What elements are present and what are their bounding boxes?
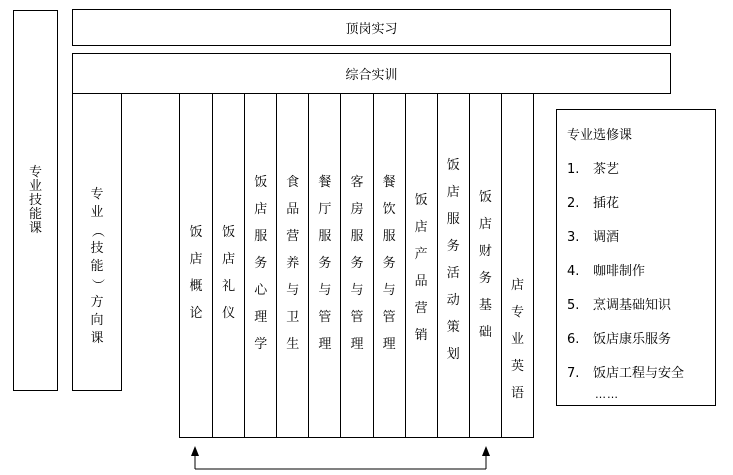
course-label: 餐 厅 服 务 与 管 理 — [318, 175, 332, 352]
elective-item-number: 3. — [567, 230, 580, 245]
electives-title: 专业选修课 — [567, 128, 633, 143]
course-label: 饭 店 服 务 活 动 策 划 — [446, 158, 460, 362]
elective-item-label: 饭店康乐服务 — [593, 332, 672, 347]
elective-item-number: 4. — [567, 264, 580, 279]
course-label: 食 品 营 养 与 卫 生 — [286, 175, 300, 352]
course-label: 饭 店 财 务 基 础 — [478, 190, 492, 340]
arrow-right-head — [482, 446, 490, 456]
internship-label: 顶岗实习 — [345, 22, 398, 37]
arrow-left-head — [191, 446, 199, 456]
elective-item-label: 烹调基础知识 — [593, 298, 672, 313]
course-label: 店 专 业 英 语 — [510, 278, 524, 401]
elective-item-label: 茶艺 — [593, 162, 620, 177]
course-label: 饭 店 服 务 心 理 学 — [254, 175, 268, 352]
elective-item-label: 调酒 — [593, 230, 620, 245]
course-label: 饭 店 产 品 营 销 — [414, 193, 428, 343]
elective-item-number: 2. — [567, 196, 580, 211]
course-label: 餐 饮 服 务 与 管 理 — [382, 175, 396, 352]
electives-ellipsis: …… — [595, 388, 619, 401]
elective-item-label: 插花 — [593, 196, 620, 211]
comprehensive-training-label: 综合实训 — [345, 68, 398, 83]
elective-item-number: 7. — [567, 366, 580, 381]
course-label: 客 房 服 务 与 管 理 — [350, 175, 364, 352]
elective-item-label: 饭店工程与安全 — [593, 366, 685, 381]
elective-item-number: 1. — [567, 162, 580, 177]
elective-item-number: 5. — [567, 298, 580, 313]
professional-skills-label: 专 业 技 能 课 — [28, 164, 42, 236]
elective-item-number: 6. — [567, 332, 580, 347]
direction-course-label: 专 业 （ 技 能 ） 方 向 课 — [89, 187, 105, 346]
elective-item-label: 咖啡制作 — [593, 264, 646, 279]
course-label: 饭 店 礼 仪 — [222, 225, 236, 321]
course-label: 饭 店 概 论 — [189, 225, 203, 321]
